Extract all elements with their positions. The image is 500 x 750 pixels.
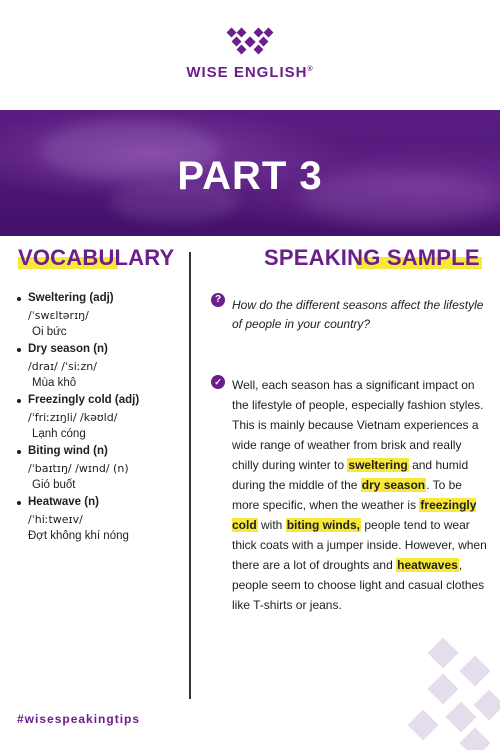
vocabulary-heading: VOCABULARY — [18, 245, 175, 270]
vocab-item: Heatwave (n) /ˈhiːtweɪv/ Đợt không khí nóng — [12, 494, 184, 545]
vocab-item: Dry season (n) /draɪ/ /ˈsiːzn/ Mùa khô — [12, 341, 184, 392]
brand-name: WISE ENGLISH® — [186, 64, 314, 81]
highlighted-term: freezingly cold — [232, 498, 477, 532]
sample-question: How do the different seasons affect the lifestyle of people in your country? — [232, 298, 484, 331]
highlighted-term: heatwaves — [397, 558, 458, 572]
checkered-decoration — [402, 632, 500, 750]
vocabulary-list — [12, 290, 184, 545]
banner-title: PART 3 — [177, 154, 323, 198]
speaking-sample-heading: SPEAKING SAMPLE — [264, 245, 480, 271]
vocab-item: Freezingly cold (adj) /ˈfriːzɪŋli/ /kəʊld/ Lạnh cóng — [12, 392, 184, 443]
vocab-item: Sweltering (adj) /ˈswɛltərɪŋ/ Oi bức — [12, 290, 184, 341]
sample-answer: Well, each season has a significant impact on the lifestyle of people, especially fashion styles. This is mainly because Vietnam experiences a wide range of weather from brisk and really chilly during winter to sweltering and humid during the middle of the dry season. To be more specific, when the weather is freezingly cold with biting winds, people tend to wear thick coats with a jumper inside. However, when there are a lot of droughts and heatwaves, people seem to choose light and casual clothes like T-shirts or jeans. — [232, 378, 487, 612]
vocab-item: Biting wind (n) /ˈbaɪtɪŋ/ /wɪnd/ (n) Gió buốt — [12, 443, 184, 494]
question-icon: ? — [211, 293, 225, 307]
highlighted-term: biting winds, — [286, 518, 361, 532]
highlighted-term: dry season — [361, 478, 426, 492]
hero-banner — [0, 110, 500, 236]
check-icon: ✓ — [211, 375, 225, 389]
hashtag: #wisespeakingtips — [17, 712, 141, 726]
wise-english-logo-icon — [224, 26, 276, 56]
column-divider — [189, 252, 191, 699]
highlighted-term: sweltering — [348, 458, 408, 472]
